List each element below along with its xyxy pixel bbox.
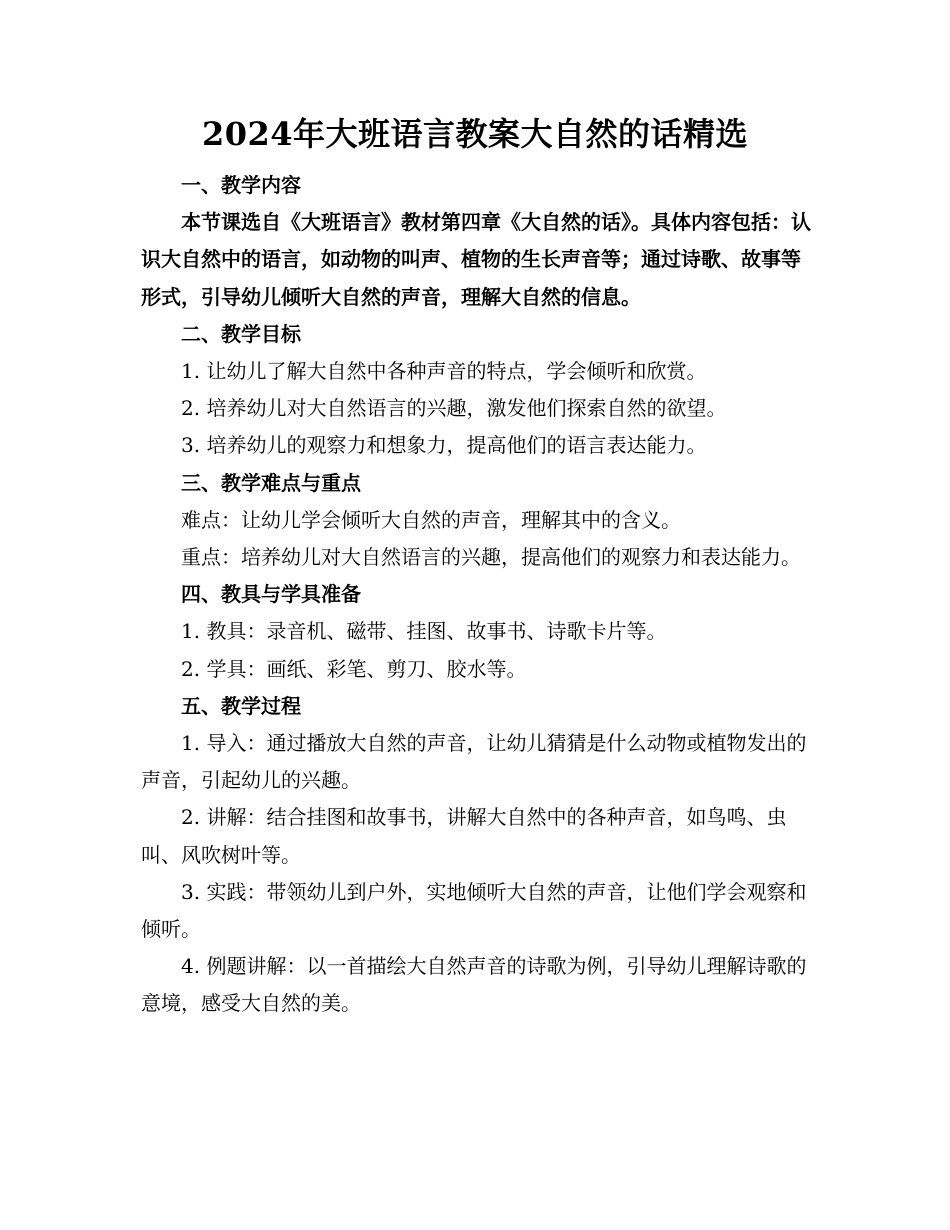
objective-item: 2. 培养幼儿对大自然语言的兴趣，激发他们探索自然的欲望。 <box>181 396 727 421</box>
materials-item: 2. 学具：画纸、彩笔、剪刀、胶水等。 <box>181 656 527 681</box>
difficulty-paragraph: 难点：让幼儿学会倾听大自然的声音，理解其中的含义。 <box>181 507 681 532</box>
section-heading-objectives: 二、教学目标 <box>181 321 301 346</box>
key-point-paragraph: 重点：培养幼儿对大自然语言的兴趣，提高他们的观察力和表达能力。 <box>181 545 801 570</box>
section-heading-process: 五、教学过程 <box>181 693 301 718</box>
objective-item: 1. 让幼儿了解大自然中各种声音的特点，学会倾听和欣赏。 <box>181 359 707 384</box>
document-body <box>141 167 813 1023</box>
objective-item: 3. 培养幼儿的观察力和想象力，提高他们的语言表达能力。 <box>181 433 707 458</box>
section-heading-content: 一、教学内容 <box>181 173 301 197</box>
section-heading-materials: 四、教具与学具准备 <box>181 582 361 607</box>
process-step: 1. 导入：通过播放大自然的声音，让幼儿猜猜是什么动物或植物发出的声音，引起幼儿的兴趣。 <box>141 731 807 793</box>
process-step: 3. 实践：带领幼儿到户外，实地倾听大自然的声音，让他们学会观察和倾听。 <box>141 879 807 942</box>
process-step: 2. 讲解：结合挂图和故事书，讲解大自然中的各种声音，如鸟鸣、虫叫、风吹树叶等。 <box>141 805 787 867</box>
document-title: 2024年大班语言教案大自然的话精选 <box>201 115 749 153</box>
section-heading-difficulty-key: 三、教学难点与重点 <box>181 470 361 495</box>
materials-item: 1. 教具：录音机、磁带、挂图、故事书、诗歌卡片等。 <box>181 619 667 644</box>
content-intro-paragraph: 本节课选自《大班语言》教材第四章《大自然的话》。具体内容包括：认识大自然中的语言，如动物的叫声、植物的生长声音等；通过诗歌、故事等形式，引导幼儿倾听大自然的声音，理解大自然的信息。 <box>141 210 811 309</box>
process-step: 4. 例题讲解：以一首描绘大自然声音的诗歌为例，引导幼儿理解诗歌的意境，感受大自然的美。 <box>141 954 807 1016</box>
